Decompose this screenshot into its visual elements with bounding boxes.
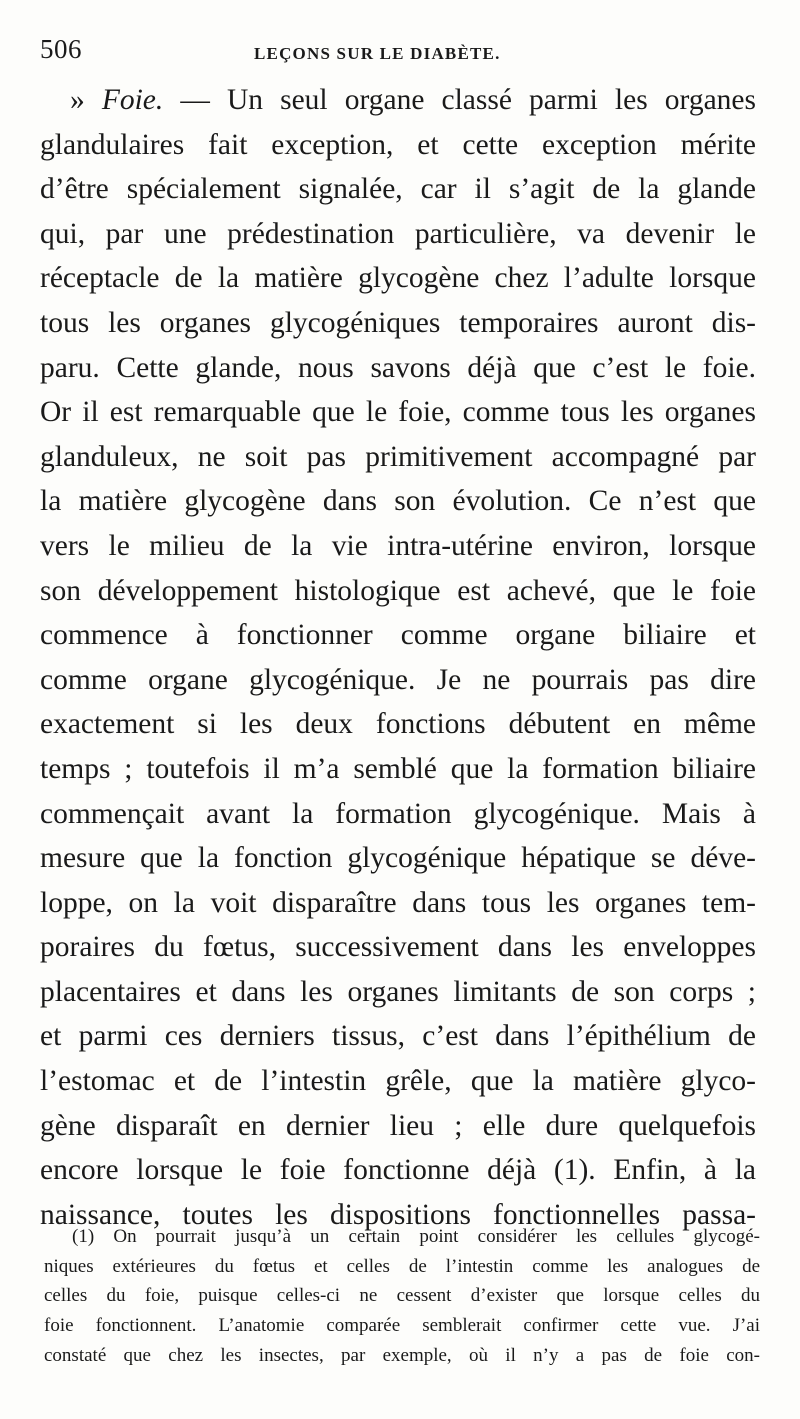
text-line — [40, 78, 756, 123]
text-line: glandulaires fait exception, et cette exception mérite — [40, 128, 756, 161]
text-line: réceptacle de la matière glycogène chez l’adulte lorsque — [40, 262, 756, 295]
text-line: poraires du fœtus, successivement dans les enveloppes — [40, 931, 756, 964]
text-line: temps ; toutefois il m’a semblé que la formation biliaire — [40, 752, 756, 785]
text-line: naissance, toutes les dispositions fonctionnelles passa- — [40, 1198, 756, 1231]
text-line-content: — Un seul organe classé parmi les organes — [163, 84, 757, 116]
footnote-line: niques extérieures du fœtus et celles de l’intestin comme les analogues de — [44, 1255, 760, 1277]
text-line: loppe, on la voit disparaître dans tous les organes tem- — [40, 886, 756, 919]
page-number: 506 — [40, 34, 82, 64]
text-line: la matière glycogène dans son évolution. Ce n’est que — [40, 485, 756, 518]
text-line: Or il est remarquable que le foie, comme tous les organes — [40, 396, 756, 429]
text-line: vers le milieu de la vie intra-utérine environ, lorsque — [40, 529, 756, 562]
text-line: qui, par une prédestination particulière, va devenir le — [40, 217, 756, 250]
text-line: glanduleux, ne soit pas primitivement accompagné par — [40, 440, 756, 473]
text-line: l’estomac et de l’intestin grêle, que la matière glyco- — [40, 1065, 756, 1098]
text-line: commence à fonctionner comme organe biliaire et — [40, 619, 756, 652]
running-title: LEÇONS SUR LE DIABÈTE. — [254, 44, 501, 63]
text-line: comme organe glycogénique. Je ne pourrais pas dire — [40, 663, 756, 696]
text-line: placentaires et dans les organes limitants de son corps ; — [40, 975, 756, 1008]
text-line: exactement si les deux fonctions débutent en même — [40, 708, 756, 741]
footnote-line: foie fonctionnent. L’anatomie comparée semblerait confirmer cette vue. J’ai — [44, 1315, 760, 1337]
text-line: paru. Cette glande, nous savons déjà que c’est le foie. — [40, 351, 756, 384]
text-line: gène disparaît en dernier lieu ; elle dure quelquefois — [40, 1109, 756, 1142]
text-line: d’être spécialement signalée, car il s’agit de la glande — [40, 173, 756, 206]
footnote-line: constaté que chez les insectes, par exemple, où il n’y a pas de foie con- — [44, 1344, 760, 1366]
text-line: son développement histologique est achevé, que le foie — [40, 574, 756, 607]
text-line: mesure que la fonction glycogénique hépatique se déve- — [40, 842, 756, 875]
footnote — [44, 1222, 760, 1370]
text-line: et parmi ces derniers tissus, c’est dans l’épithélium de — [40, 1020, 756, 1053]
page-header — [40, 34, 760, 70]
main-text — [40, 78, 756, 1237]
text-line: commençait avant la formation glycogénique. Mais à — [40, 797, 756, 830]
footnote-line: (1) On pourrait jusqu’à un certain point considérer les cellules glycogé- — [72, 1226, 760, 1247]
quote-marker: » — [70, 84, 102, 116]
text-line: encore lorsque le foie fonctionne déjà (1). Enfin, à la — [40, 1154, 756, 1187]
text-line: tous les organes glycogéniques temporaires auront dis- — [40, 306, 756, 339]
section-lead-word: Foie. — [101, 84, 164, 116]
footnote-line: celles du foie, puisque celles-ci ne cessent d’exister que lorsque celles du — [44, 1285, 760, 1307]
